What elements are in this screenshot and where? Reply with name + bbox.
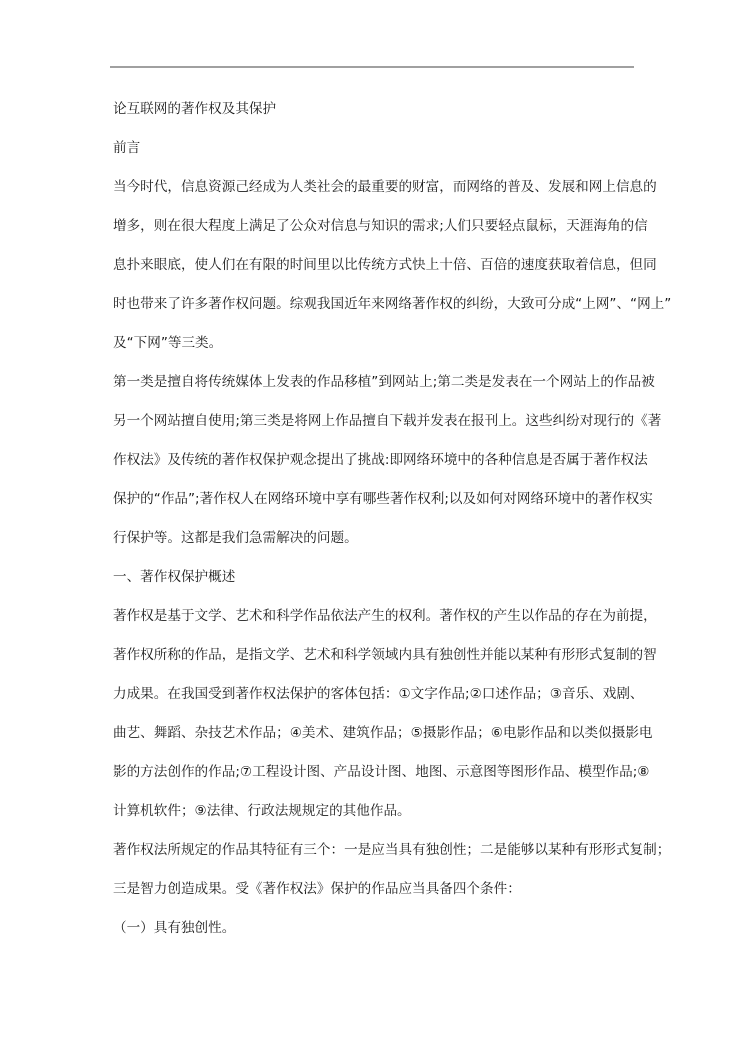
paragraph-disputes (113, 363, 662, 558)
text-line: 第一类是擅自将传统媒体上发表的作品移植”到网站上;第二类是发表在一个网站上的作品被 (113, 374, 655, 390)
paragraph-features (113, 831, 671, 909)
text-line: 及“下网”等三类。 (113, 335, 223, 351)
text-line: 当今时代，信息资源己经成为人类社会的最重要的财富，而网络的普及、发展和网上信息的 (113, 179, 657, 195)
document-body (113, 90, 672, 948)
text-line: 息扑来眼底，使人们在有限的时间里以比传统方式快上十倍、百倍的速度获取着信息，但同 (113, 257, 657, 273)
text-line: 保护的“作品”;著作权人在网络环境中享有哪些著作权利;以及如何对网络环境中的著作权实 (113, 491, 653, 507)
text-line: 著作权法所规定的作品其特征有三个：一是应当具有独创性；二是能够以某种有形形式复制； (113, 842, 671, 858)
text-line: 著作权是基于文学、艺术和科学作品依法产生的权利。著作权的产生以作品的存在为前提， (113, 608, 657, 624)
paragraph-overview (113, 597, 657, 831)
text-line: 增多，则在很大程度上满足了公众对信息与知识的需求;人们只要轻点鼠标，天涯海角的信 (113, 218, 648, 234)
header-rule (110, 66, 634, 68)
document-title: 论互联网的著作权及其保护 (113, 101, 277, 117)
text-line: 力成果。在我国受到著作权法保护的客体包括：①文字作品;②口述作品；③音乐、戏剧、 (113, 686, 644, 702)
subheading: （一）具有独创性。 (113, 920, 236, 936)
section-heading: 一、著作权保护概述 (113, 569, 236, 585)
text-line: 行保护等。这都是我们急需解决的问题。 (113, 530, 358, 546)
text-line: 著作权所称的作品，是指文学、艺术和科学领域内具有独创性并能以某种有形形式复制的智 (113, 647, 657, 663)
paragraph-intro (113, 168, 672, 363)
text-line: 时也带来了许多著作权问题。综观我国近年来网络著作权的纠纷，大致可分成“上网”、“网上” (113, 296, 672, 312)
preface-heading: 前言 (113, 140, 141, 156)
text-line: 三是智力创造成果。受《著作权法》保护的作品应当具备四个条件： (113, 881, 521, 897)
text-line: 影的方法创作的作品;⑦工程设计图、产品设计图、地图、示意图等图形作品、模型作品;⑧ (113, 764, 650, 780)
text-line: 作权法》及传统的著作权保护观念提出了挑战:即网络环境中的各种信息是否属于著作权法 (113, 452, 648, 468)
text-line: 计算机软件；⑨法律、行政法规规定的其他作品。 (113, 803, 411, 819)
text-line: 另一个网站擅自使用;第三类是将网上作品擅自下载并发表在报刊上。这些纠纷对现行的《著 (113, 413, 662, 429)
text-line: 曲艺、舞蹈、杂技艺术作品；④美术、建筑作品；⑤摄影作品；⑥电影作品和以类似摄影电 (113, 725, 653, 741)
